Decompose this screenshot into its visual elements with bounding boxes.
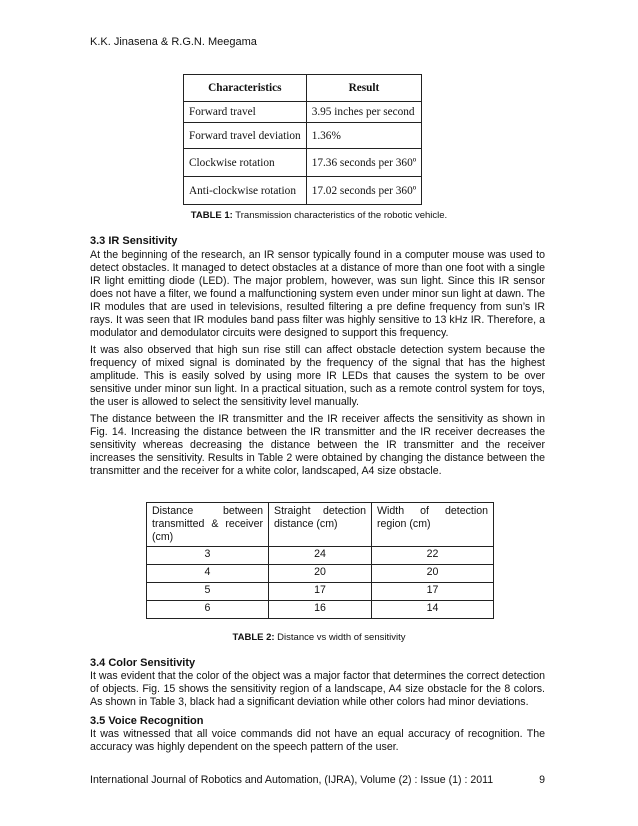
table-1-header-characteristics: Characteristics: [184, 75, 307, 102]
table-2-cell: 3: [147, 547, 269, 565]
table-2-header-straight: Straight detection distance (cm): [269, 503, 372, 547]
section-3-5-paragraph-1: It was witnessed that all voice commands did not have an equal accuracy of recognition. The accuracy was highly dependent on the speech pattern of the user.: [90, 728, 545, 753]
running-header: K.K. Jinasena & R.G.N. Meegama: [90, 36, 257, 48]
section-3-5-heading: 3.5 Voice Recognition: [90, 715, 204, 727]
table-2-caption-label: TABLE 2:: [232, 632, 275, 643]
section-3-3-paragraph-2: It was also observed that high sun rise still can affect obstacle detection system because the frequency of mixed signal is dominated by the frequency of the signal that has the highest amplitude. This is easily solved by using more IR LEDs that causes the system to be over sensitive under minor sun light. In a practical situation, such as a remote control system for toys, the user is allowed to select the sensitivity level manually.: [90, 344, 545, 408]
page-number: 9: [539, 774, 545, 786]
table-2-cell: 14: [372, 601, 494, 619]
footer-journal: International Journal of Robotics and Automation, (IJRA), Volume (2) : Issue (1) : 2011: [90, 774, 494, 786]
table-1-header-result: Result: [306, 75, 422, 102]
section-3-3-paragraph-1: At the beginning of the research, an IR sensor typically found in a computer mouse was used to detect obstacles. It managed to detect obstacles at a distance of more than one foot with a single IR light emitting diode (LED). The major problem, however, was sun light. Since this IR sensor does not have a filter, we found a malfunctioning system even under minor sun light at dawn. The IR modules that are used in televisions, resulted filtering a pre define frequency from sun’s IR rays. It was seen that IR modules band pass filter was highly sensitive to 13 kHz IR. Therefore, a modulator and demodulator circuits were designed to support this frequency.: [90, 249, 546, 339]
table-1-caption: [0, 210, 638, 221]
table-1-cell: Forward travel: [184, 102, 307, 123]
table-2-header-width: Width of detection region (cm): [372, 503, 494, 547]
table-2-cell: 24: [269, 547, 372, 565]
table-1: [183, 74, 422, 205]
table-1-caption-label: TABLE 1:: [190, 210, 233, 221]
table-2-cell: 17: [269, 583, 372, 601]
table-2-header-distance: Distance between transmitted & receiver (cm): [147, 503, 269, 547]
table-2-cell: 6: [147, 601, 269, 619]
table-1-cell: Anti-clockwise rotation: [184, 177, 307, 205]
table-2-cell: 16: [269, 601, 372, 619]
table-2-cell: 4: [147, 565, 269, 583]
table-2-caption-text: Distance vs width of sensitivity: [274, 632, 406, 643]
table-1-cell: 3.95 inches per second: [306, 102, 422, 123]
table-1-cell: Forward travel deviation: [184, 123, 307, 149]
page-footer: [90, 774, 545, 786]
section-3-4-paragraph-1: It was evident that the color of the object was a major factor that determines the correct detection of objects. Fig. 15 shows the sensitivity region of a landscape, A4 size obstacle for the 8 colors. As shown in Table 3, black had a significant deviation while other colors had minor deviations.: [90, 670, 545, 708]
table-2-cell: 20: [372, 565, 494, 583]
section-3-3-heading: 3.3 IR Sensitivity: [90, 235, 178, 247]
table-2-cell: 5: [147, 583, 269, 601]
table-1-cell: 1.36%: [306, 123, 422, 149]
section-3-4-heading: 3.4 Color Sensitivity: [90, 657, 196, 669]
table-2-cell: 22: [372, 547, 494, 565]
table-2-caption: [0, 632, 638, 643]
table-1-cell: Clockwise rotation: [184, 149, 307, 177]
table-2: [146, 502, 494, 619]
table-1-caption-text: Transmission characteristics of the robotic vehicle.: [232, 210, 448, 221]
table-1-cell: 17.02 seconds per 360º: [306, 177, 422, 205]
table-2-cell: 17: [372, 583, 494, 601]
section-3-3-paragraph-3: The distance between the IR transmitter and the IR receiver affects the sensitivity as shown in Fig. 14. Increasing the distance between the IR transmitter and the IR receiver decreases the sensitivity whereas decreasing the distance between the IR transmitter and the receiver increases the sensitivity. Results in Table 2 were obtained by changing the distance between the transmitter and the receiver for a white color, landscaped, A4 size obstacle.: [90, 413, 545, 477]
table-2-cell: 20: [269, 565, 372, 583]
table-1-cell: 17.36 seconds per 360º: [306, 149, 422, 177]
